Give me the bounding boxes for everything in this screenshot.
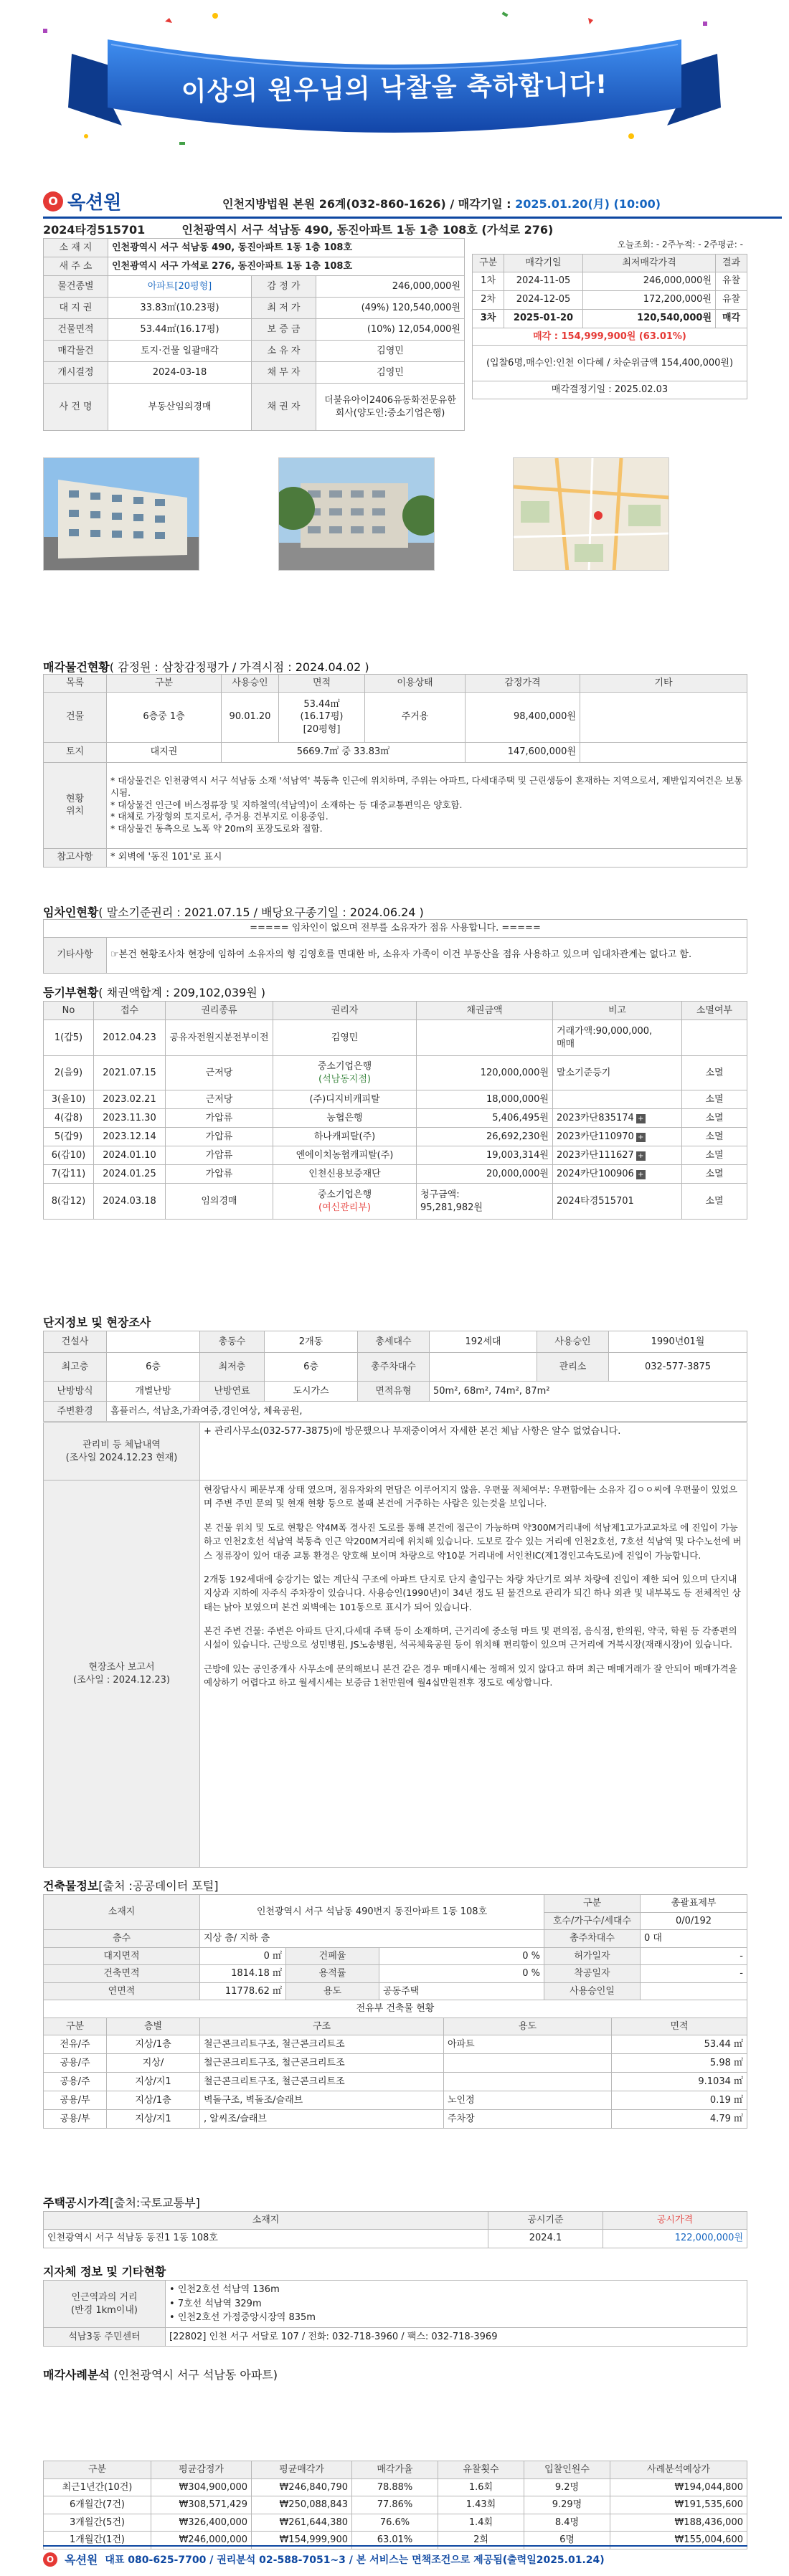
sale-date: 2025.01.20(月) (10:00)	[515, 197, 661, 211]
tenant-table: ===== 임차인이 없으며 전부를 소유자가 점유 사용합니다. ===== 기타사항 ☞본건 현황조사차 현장에 임하여 소유자의 형 김영호를 면대한 바, 소유자 가족이 이건 부동산을 점유 사용하고 있으며 임대차관계는 없다고 함.	[43, 919, 747, 974]
registry-row: 4(갑8) 2023.11.30 가압류 농협은행 5,406,495원 2023카단835174 + 소멸	[44, 1109, 747, 1128]
public-price-table: 소재지 공시기준 공시가격 인천광역시 서구 석남동 동진1 1동 108호 2024.1 122,000,000원	[43, 2211, 747, 2248]
case-link-icon[interactable]: +	[636, 1133, 646, 1142]
footer-text: 대표 080-625-7700 / 권리분석 02-588-7051~3 / 본 서비스는 면책조건으로 제공됨(출력일2025.01.24)	[105, 2554, 605, 2566]
appraisal-table: 목록 구분 사용승인 면적 이용상태 감정가격 기타 건물 6층중 1층 90.01.20 53.44㎡ (16.17평) [20평형] 주거용 98,400,000원 토지 대지권 5669.7㎡ 중 33.83㎡ 147,600,000원 현황 위치 * 대상물건은 인천광역시 서구 석남동 소재 '석남역' 북동측 인근에 위치하며, 주위는 아파트, 다세대주택 및 근린생등이 혼재하는 지역으로서, 제반입지여건은 보통시됨. * 대상물건 인근에 버스정류장 및 지하철역(석남역)이 소재하는 등 대중교통편익은 양호함. * 대체로 가장형의 토지로서, 주거용 건부지로 이용중임. * 대상물건 동측으로 노폭 약 20m의 포장도로와 접함. 참고사항 * 외벽에 '동진 101'로 표시	[43, 674, 747, 868]
decision-date: 매각결정기일 : 2025.02.03	[473, 381, 747, 399]
case-link-icon[interactable]: +	[636, 1151, 646, 1161]
auction-history: 오늘조회: - 2주누적: - 2주평균: - 구분 매각기일 최저매각가격 결과 1차 2024-11-05 246,000,000원 유찰 2차 2024-12-05 172,200,000원 유찰 3차 2025-01-20 120,540,000원 매각 매각 : 154,999,900원 (63.01%) (입찰6명,매수인:인천 이다혜 / 차순위금액 154,400,000원) 매각결정기일 : 2025.02.03	[472, 238, 747, 399]
auction-row: 2차 2024-12-05 172,200,000원 유찰	[473, 290, 747, 309]
registry-row: 8(갑12) 2024.03.18 임의경매 중소기업은행 (여신관리부) 청구금액: 95,281,982원 2024타경515701 소멸	[44, 1184, 747, 1220]
logo-text: 옥션원	[67, 192, 122, 214]
registry-row: 1(갑5) 2012.04.23 공유자전원지분전부이전 김영민 거래가액:90,000,000, 매매	[44, 1020, 747, 1056]
view-stats: 오늘조회: - 2주누적: - 2주평균: -	[617, 239, 743, 249]
sales-row: 1개월간(1건) ₩246,000,000 ₩154,999,900 63.01% 2회 6명 ₩155,004,600	[44, 2532, 747, 2549]
info-property-type[interactable]: 아파트[20평형]	[108, 276, 252, 298]
info-case-name: 부동산임의경매	[108, 384, 252, 431]
photo-building-exterior[interactable]	[43, 457, 199, 571]
case-link-icon[interactable]: +	[636, 1170, 646, 1179]
sales-row: 최근1년간(10건) ₩304,900,000 ₩246,840,790 78.88% 1.6회 9.2명 ₩194,044,800	[44, 2478, 747, 2496]
case-title	[43, 221, 789, 237]
complex-title: 단지정보 및 현장조사	[43, 1316, 151, 1329]
tenant-etc: ☞본건 현황조사차 현장에 임하여 소유자의 형 김영호를 면대한 바, 소유자 가족이 이건 부동산을 점유 사용하고 있으며 임대차관계는 없다고 함.	[107, 937, 747, 973]
photo-street-view[interactable]	[278, 457, 435, 571]
station-item: • 인천2호선 가정중앙시장역 835m	[169, 2312, 316, 2324]
loc-item: * 대상물건 동측으로 노폭 약 20m의 포장도로와 접함.	[110, 823, 323, 835]
sold-price: 매각 : 154,999,900원 (63.01%)	[473, 328, 747, 346]
unit-row: 전유/주 지상/1층 철근콘크리트구조, 철근콘크리트조 아파트 53.44 ㎡	[44, 2035, 747, 2054]
info-location: 인천광역시 서구 석남동 490, 동진아파트 1동 1층 108호	[108, 239, 465, 257]
logo	[43, 188, 121, 214]
court-name: 인천지방법원 본원 26계(032-860-1626)	[222, 197, 446, 211]
footer-logo: 옥션원	[65, 2553, 98, 2567]
station-item: • 7호선 석남역 329m	[169, 2298, 262, 2309]
photo-2-image	[279, 458, 435, 571]
header-rule	[43, 217, 782, 219]
loc-item: * 대상물건은 인천광역시 서구 석남동 소재 '석남역' 북동측 인근에 위치하며, 주위는 아파트, 다세대주택 및 근린생등이 혼재하는 지역으로서, 제반입지여건은 보통시됨.	[110, 774, 743, 798]
info-appraisal: 246,000,000원	[316, 276, 465, 298]
sales-table: 구분 평균감정가 평균매각가 매각가율 유찰횟수 입찰인원수 사례분석예상가 최근1년간(10건) ₩304,900,000 ₩246,840,790 78.88% 1.6회 9.2명 ₩194,044,800 6개월간(7건) ₩308,571,429 ₩250,088,843 77.86% 1.43회 9.29명 ₩191,535,600 3개월간(5건) ₩326,400,000 ₩261,644,380 76.6% 1.4회 8.4명 ₩188,436,000 1개월간(1건) ₩246,000,000 ₩154,999,900 63.01% 2회 6명 ₩155,004,600	[43, 2461, 747, 2549]
footer-logo-icon: O	[43, 2552, 57, 2567]
case-address: 인천광역시 서구 석남동 490, 동진아파트 1동 1층 108호 (가석로 276)	[181, 223, 554, 237]
registry-row: 5(갑9) 2023.12.14 가압류 하나캐피탈(주) 26,692,230원 2023카단110970 + 소멸	[44, 1128, 747, 1146]
report-paragraph: 2개동 192세대에 승강기는 없는 계단식 구조에 아파트 단지로 단지 출입구는 차량 차단기로 외부 차량에 진입이 제한 되어 있으며 단지내 지상과 지하에 자주식 주차장이 있습니다. 사용승인(1990년)이 34년 정도 된 물건으로 관리가 되긴 하나 외관 및 내부복도 등 전체적인 상태는 낡아 보였으며 본건 외벽에는 101동으로 표시가 되어 있습니다.	[204, 1573, 741, 1612]
congrats-banner	[0, 0, 789, 165]
registry-row: 6(갑10) 2024.01.10 가압류 엔에이치농협캐피탈(주) 19,003,314원 2023카단111627 + 소멸	[44, 1146, 747, 1165]
auction-row: 3차 2025-01-20 120,540,000원 매각	[473, 309, 747, 328]
registry-table: No 접수 권리종류 권리자 채권금액 비고 소멸여부 1(갑5) 2012.04.23 공유자전원지분전부이전 김영민 거래가액:90,000,000, 매매 2(을9) 2021.07.15 근저당 중소기업은행 (석남동지점) 120,000,000원 말소기준등기 소멸 3(을10) 2023.02.21 근저당 (주)디지비캐피탈 18,000,000원 소멸 4(갑8) 2023.11.30 가압류 농협은행 5,406,495원 2023카단835174 + 소멸 5(갑9) 2023.12.14 가압류 하나캐피탈(주) 26,692,230원 2023카단110970 + 소멸 6(갑10) 2024.01.10 가압류 엔에이치농협캐피탈(주) 19,003,314원 2023카단111627 + 소멸 7(갑11) 2024.01.25 가압류 인천신용보증재단 20,000,000원 2024카단100906 + 소멸 8(갑12) 2024.03.18 임의경매 중소기업은행 (여신관리부) 청구금액: 95,281,982원 2024타경515701 소멸	[43, 1001, 747, 1220]
info-owner: 김영민	[316, 341, 465, 362]
info-creditor: 더불유아이2406유동화전문유한회사(양도인:중소기업은행)	[316, 384, 465, 431]
court-info: 인천지방법원 본원 26계(032-860-1626) / 매각기일 : 2025.01.20(月) (10:00)	[222, 197, 661, 211]
unit-row: 공용/부 지상/1층 벽돌구조, 벽돌조/슬래브 노인정 0.19 ㎡	[44, 2091, 747, 2110]
info-min-price: (49%) 120,540,000원	[316, 298, 465, 319]
photo-3-image	[514, 458, 669, 571]
appraisal-title: 매각물건현황( 감정원 : 삼창감정평가 / 가격시점 : 2024.04.02 )	[43, 660, 369, 674]
sale-label: 매각기일 :	[458, 197, 511, 211]
report-paragraph: 현장답사시 폐문부재 상태 였으며, 점유자와의 면담은 이루어지지 않음. 우편물 적체여부: 우편함에는 소유자 김ㅇㅇ씨에 우편물이 있었으며 주변 주민 문의 및 현재 현황 등으로 볼때 본건에 거주하는 사람은 있는것을 보입니다.	[204, 1484, 737, 1509]
complex-table: 건설사 총동수 2개동 총세대수 192세대 사용승인 1990년01월 최고층 6층 최저층 6층 총주차대수 관리소 032-577-3875 난방방식 개별난방 난방연료 도시가스 면적유형 50m², 68m², 74m², 87m² 주변환경 홈플러스, 석남초,가좌여중,경인여상, 체육공원,	[43, 1331, 747, 1422]
info-building-area: 53.44㎡(16.17평)	[108, 319, 252, 341]
sales-title: 매각사례분석 (인천광역시 서구 석남동 아파트)	[43, 2368, 278, 2382]
logo-icon: O	[43, 191, 63, 212]
registry-title: 등기부현황( 채권액합계 : 209,102,039원 )	[43, 986, 266, 999]
registry-row: 3(을10) 2023.02.21 근저당 (주)디지비캐피탈 18,000,000원 소멸	[44, 1090, 747, 1109]
loc-item: * 대체로 가장형의 토지로서, 주거용 건부지로 이용중임.	[110, 811, 329, 822]
info-start-date: 2024-03-18	[108, 362, 252, 384]
info-land: 33.83㎡(10.23평)	[108, 298, 252, 319]
info-sale-item: 토지·건물 일괄매각	[108, 341, 252, 362]
case-link-icon[interactable]: +	[636, 1114, 646, 1123]
district-title: 지자체 정보 및 기타현황	[43, 2265, 166, 2278]
building-info-table: 소재지 인천광역시 서구 석남동 490번지 동진아파트 1동 108호 구분 총괄표제부 호수/가구수/세대수 0/0/192 층수 지상 층/ 지하 층 총주차대수 0 대 대지면적 0 ㎡ 건폐율 0 % 허가일자 - 건축면적 1814.18 ㎡ 용적률 0 % 착공일자 - 연면적 11778.62 ㎡ 용도 공동주택 사용승인일 전유부 건축물 현황 구분 층별 구조 용도 면적 전유/주 지상/1층 철근콘크리트구조, 철근콘크리트조 아파트 53.44 ㎡ 공용/주 지상/ 철근콘크리트구조, 철근콘크리트조 5.98 ㎡ 공용/주 지상/지1 철근콘크리트구조, 철근콘크리트조 9.1034 ㎡ 공용/부 지상/1층 벽돌구조, 벽돌조/슬래브 노인정 0.19 ㎡ 공용/부 지상/지1 , 알씨조/슬래브 주차장 4.79 ㎡	[43, 1894, 747, 2129]
public-price-title: 주택공시가격[출처:국토교통부]	[43, 2196, 200, 2210]
sales-row: 6개월간(7건) ₩308,571,429 ₩250,088,843 77.86% 1.43회 9.29명 ₩191,535,600	[44, 2496, 747, 2514]
mgmt-fee-note: + 관리사무소(032-577-3875)에 방문했으나 부재중이여서 자세한 본건 체납 사항은 알수 없었습니다.	[200, 1423, 747, 1481]
bidder-info: (입찰6명,매수인:인천 이다혜 / 차순위금액 154,400,000원)	[473, 346, 747, 381]
tenant-notice: ===== 임차인이 없으며 전부를 소유자가 점유 사용합니다. =====	[44, 920, 747, 938]
report-paragraph: 근방에 있는 공인중개사 사무소에 문의해보니 본건 같은 경우 매매시세는 정해져 있지 않다고 하며 최근 매매거래가 잘 안되어 매매가격을 예상하기 어렵다고 하고 월세시세는 보증금 1천만원에 월4십만원전후 정도로 예상합니다.	[204, 1663, 737, 1688]
unit-row: 공용/주 지상/ 철근콘크리트구조, 철근콘크리트조 5.98 ㎡	[44, 2054, 747, 2073]
photo-1-image	[44, 458, 199, 571]
building-info-title: 건축물정보[출처 :공공데이터 포털]	[43, 1879, 219, 1893]
unit-row: 공용/주 지상/지1 철근콘크리트구조, 철근콘크리트조 9.1034 ㎡	[44, 2073, 747, 2091]
sales-row: 3개월간(5건) ₩326,400,000 ₩261,644,380 76.6% 1.4회 8.4명 ₩188,436,000	[44, 2514, 747, 2532]
info-deposit: (10%) 12,054,000원	[316, 319, 465, 341]
banner-text: 이상의 원우님의 낙찰을 축하합니다!	[181, 70, 608, 108]
footer	[43, 2545, 747, 2567]
photo-location-map[interactable]	[513, 457, 669, 571]
info-table: 소 재 지 인천광역시 서구 석남동 490, 동진아파트 1동 1층 108호 새 주 소 인천광역시 서구 가석로 276, 동진아파트 1동 1층 108호 물건종별 아파트[20평형] 감 정 가 246,000,000원 대 지 권 33.83㎡(10.23평) 최 저 가 (49%) 120,540,000원 건물면적 53.44㎡(16.17평) 보 증 금 (10%) 12,054,000원 매각물건 토지·건물 일괄매각 소 유 자 김영민 개시결정 2024-03-18 채 무 자 김영민 사 건 명 부동산임의경매 채 권 자 더불유아이2406유동화전문유한회사(양도인:중소기업은행)	[43, 238, 465, 431]
registry-row: 2(을9) 2021.07.15 근저당 중소기업은행 (석남동지점) 120,000,000원 말소기준등기 소멸	[44, 1056, 747, 1090]
loc-item: * 대상물건 인근에 버스정류장 및 지하철역(석남역)이 소재하는 등 대중교통편익은 양호함.	[110, 799, 463, 810]
case-number: 2024타경515701	[43, 223, 146, 237]
station-item: • 인천2호선 석남역 136m	[169, 2284, 280, 2296]
report-paragraph: 본건 주변 건물: 주변은 아파트 단지,다세대 주택 등이 소재하며, 근거리에 중소형 마트 및 편의점, 음식점, 한의원, 약국, 학원 등 각종편의시설이 있습니다. 근방으로 성민병원, JS노송병원, 석곡체육공원 등이 위치해 편리함이 있으며 근거리에 거북시장(재래시장)이 있습니다.	[204, 1625, 737, 1650]
info-debtor: 김영민	[316, 362, 465, 384]
unit-row: 공용/부 지상/지1 , 알씨조/슬래브 주차장 4.79 ㎡	[44, 2110, 747, 2129]
auction-row: 1차 2024-11-05 246,000,000원 유찰	[473, 272, 747, 290]
tenant-title: 임차인현황( 말소기준권리 : 2021.07.15 / 배당요구종기일 : 2024.06.24 )	[43, 906, 424, 919]
report-paragraph: 본 건물 위치 및 도로 현황은 약4M폭 경사진 도로를 통해 본건에 접근이 가능하며 약300M거리내에 석남제1고가교교차로 에 진입이 가능하고 인천2호선 석남역 북동측 인근 약200M거리에 위치해 있습니다. 도보로 갈수 있는 거리에 인천2호선, 7호선 석남역 및 다수노선에 버스 정류장이 있어 대중 교통 환경은 양호해 보이며 차량으로 약10분 거리내에 서인천IC(제1경인고속도로)에 진입이 가능합니다.	[204, 1521, 742, 1561]
survey-table: 관리비 등 체납내역 (조사일 2024.12.23 현재) + 관리사무소(032-577-3875)에 방문했으나 부재중이여서 자세한 본건 체납 사항은 알수 없었습니다. 현장조사 보고서 (조사일 : 2024.12.23) 현장답사시 폐문부재 상태 였으며, 점유자와의 면담은 이루어지지 않음. 우편물 적체여부: 우편함에는 소유자 김ㅇㅇ씨에 우편물이 있었으며 주변 주민 문의 및 현재 현황 등으로 볼때 본건에 거주하는 사람은 있는것을 보입니다. 본 건물 위치 및 도로 현황은 약4M폭 경사진 도로를 통해 본건에 접근이 가능하며 약300M거리내에 석남제1고가교교차로 에 진입이 가능하고 인천2호선 석남역 북동측 인근 약200M거리에 위치해 있습니다. 도보로 갈수 있는 거리에 인천2호선, 7호선 석남역 및 다수노선에 버스 정류장이 있어 대중 교통 환경은 양호해 보이며 차량으로 약10분 거리내에 서인천IC(제1경인고속도로)에 진입이 가능합니다. 2개동 192세대에 승강기는 없는 계단식 구조에 아파트 단지로 단지 출입구는 차량 차단기로 외부 차량에 진입이 제한 되어 있으며 단지내 지상과 지하에 자주식 주차장이 있습니다. 사용승인(1990년)이 34년 정도 된 물건으로 관리가 되긴 하나 외관 및 내부복도 등 전체적인 상태는 낡아 보였으며 본건 외벽에는 101동으로 표시가 되어 있습니다. 본건 주변 건물: 주변은 아파트 단지,다세대 주택 등이 소재하며, 근거리에 중소형 마트 및 편의점, 음식점, 한의원, 약국, 학원 등 각종편의시설이 있습니다. 근방으로 성민병원, JS노송병원, 석곡체육공원 등이 위치해 편리함이 있으며 근거리에 거북시장(재래시장)이 있습니다. 근방에 있는 공인중개사 사무소에 문의해보니 본건 같은 경우 매매시세는 정해져 있지 않다고 하며 최근 매매거래가 잘 안되어 매매가격을 예상하기 어렵다고 하고 월세시세는 보증금 1천만원에 월4십만원전후 정도로 예상합니다.	[43, 1422, 747, 1868]
district-table: 인근역과의 거리 (반경 1km이내) • 인천2호선 석남역 136m • 7호선 석남역 329m • 인천2호선 가정중앙시장역 835m 석남3동 주민센터 [22802] 인천 서구 서달로 107 / 전화: 032-718-3960 / 팩스: 032-718-3969	[43, 2280, 747, 2347]
info-new-address: 인천광역시 서구 가석로 276, 동진아파트 1동 1층 108호	[108, 257, 465, 276]
registry-row: 7(갑11) 2024.01.25 가압류 인천신용보증재단 20,000,000원 2024카단100906 + 소멸	[44, 1165, 747, 1184]
